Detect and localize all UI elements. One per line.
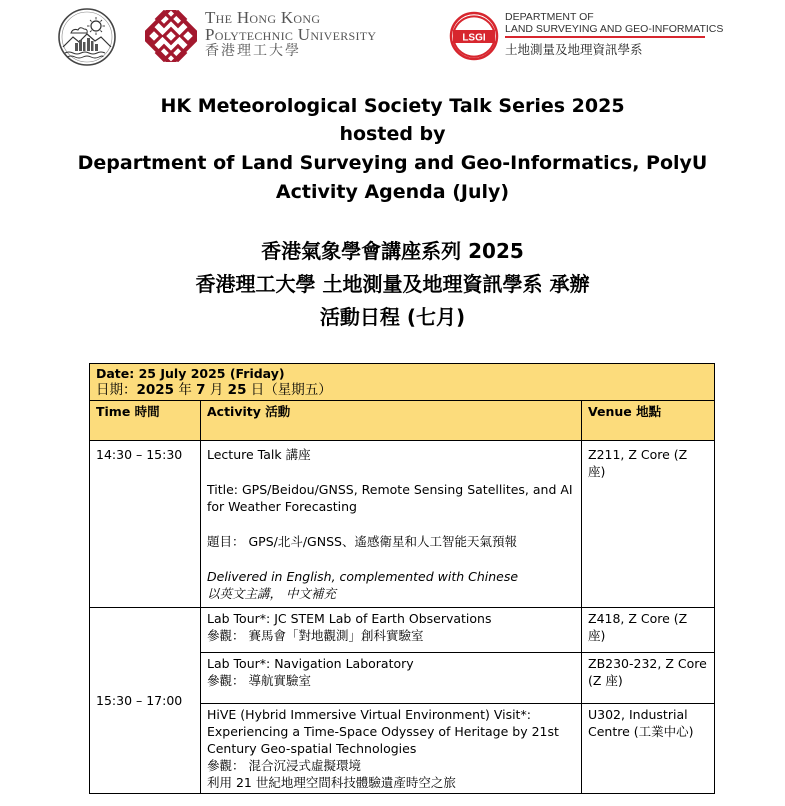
time-cell — [90, 441, 201, 608]
lsgi-name-zh: 土地測量及地理資訊學系 — [505, 42, 643, 57]
title-en-line1: HK Meteorological Society Talk Series 2025 — [160, 95, 625, 117]
language-en: Delivered in English, complemented with Chinese — [207, 569, 519, 584]
polyu-emblem-icon — [145, 10, 197, 62]
language-zh: 以英文主講， 中文補充 — [207, 586, 336, 601]
venue-value: ZB230-232, Z Core — [588, 656, 707, 671]
polyu-name-zh: 香港理工大學 — [205, 44, 301, 59]
table-row — [90, 441, 715, 608]
col-time-header: Time 時間 — [90, 401, 201, 441]
date-zh — [96, 382, 708, 399]
date-zh-year-unit: 年 — [174, 382, 197, 398]
lsgi-divider — [505, 36, 705, 38]
venue-value: Z418, Z Core (Z 座) — [588, 611, 688, 643]
date-zh-year: 2025 — [136, 382, 175, 398]
polyu-name-en-line2: Polytechnic University — [205, 25, 377, 44]
venue-cell — [582, 441, 715, 608]
activity-cell — [201, 608, 582, 653]
activity-cell — [201, 653, 582, 704]
lsgi-line1: DEPARTMENT OF — [505, 11, 594, 23]
activity-cell — [201, 441, 582, 608]
polyu-name-en-line1: The Hong Kong — [205, 8, 321, 27]
activity-title: Lecture Talk 講座 — [207, 447, 311, 462]
polyu-logo — [145, 8, 421, 64]
tour-zh: 參觀： 賽馬會「對地觀測」創科實驗室 — [207, 628, 424, 643]
tour-en: Century Geo-spatial Technologies — [207, 741, 417, 756]
date-zh-month: 7 — [196, 382, 206, 398]
date-cell — [90, 364, 715, 401]
tour-en: Lab Tour*: JC STEM Lab of Earth Observations — [207, 611, 492, 626]
tour-zh: 利用 21 世紀地理空間科技體驗遺產時空之旅 — [207, 775, 456, 790]
date-zh-suffix: 日（星期五） — [246, 382, 332, 398]
venue-value: (Z 座) — [588, 673, 623, 688]
date-zh-prefix: 日期： — [96, 382, 137, 398]
venue-value: Z211, Z Core (Z 座) — [588, 447, 688, 479]
venue-value: Centre (工業中心) — [588, 724, 694, 739]
title-en-line4: Activity Agenda (July) — [275, 181, 510, 203]
tour-en: Lab Tour*: Navigation Laboratory — [207, 656, 414, 671]
tour-en: Experiencing a Time-Space Odyssey of Heritage by 21st — [207, 724, 559, 739]
time-value: 15:30 – 17:00 — [96, 693, 183, 708]
col-venue-header: Venue 地點 — [582, 401, 715, 441]
venue-cell — [582, 704, 715, 794]
venue-cell — [582, 653, 715, 704]
date-en: Date: 25 July 2025 (Friday) — [96, 366, 285, 381]
date-zh-month-unit: 月 — [205, 382, 228, 398]
hkms-logo — [57, 7, 117, 67]
venue-value: U302, Industrial — [588, 707, 688, 722]
time-cell — [90, 608, 201, 794]
activity-cell — [201, 704, 582, 794]
date-row — [90, 364, 715, 401]
lsgi-line2: LAND SURVEYING AND GEO-INFORMATICS — [505, 23, 724, 35]
title-en-line2: hosted by — [339, 123, 446, 145]
time-value: 14:30 – 15:30 — [96, 447, 183, 462]
table-row — [90, 608, 715, 653]
date-zh-day: 25 — [227, 382, 247, 398]
col-activity-header: Activity 活動 — [201, 401, 582, 441]
lsgi-badge-text: LSGI — [462, 32, 486, 44]
tour-en: HiVE (Hybrid Immersive Virtual Environment) Visit*: — [207, 707, 531, 722]
venue-cell — [582, 608, 715, 653]
topic-zh: 題目： GPS/北斗/GNSS、遙感衛星和人工智能天氣預報 — [207, 534, 517, 549]
lsgi-logo — [449, 11, 724, 61]
agenda-table — [89, 363, 715, 794]
header-row — [90, 401, 715, 441]
title-en-line3: Department of Land Surveying and Geo-Informatics, PolyU — [77, 152, 708, 174]
lsgi-emblem-icon — [449, 11, 499, 61]
tour-zh: 參觀： 混合沉浸式虛擬環境 — [207, 758, 361, 773]
title-zh-line1: 香港氣象學會講座系列 2025 — [261, 239, 524, 263]
tour-zh: 參觀： 導航實驗室 — [207, 673, 311, 688]
topic-en: Title: GPS/Beidou/GNSS, Remote Sensing Satellites, and AI for Weather Forecasting — [207, 482, 573, 514]
title-zh-line2: 香港理工大學 土地測量及地理資訊學系 承辦 — [195, 272, 590, 296]
title-zh-line3: 活動日程 (七月) — [319, 305, 466, 329]
